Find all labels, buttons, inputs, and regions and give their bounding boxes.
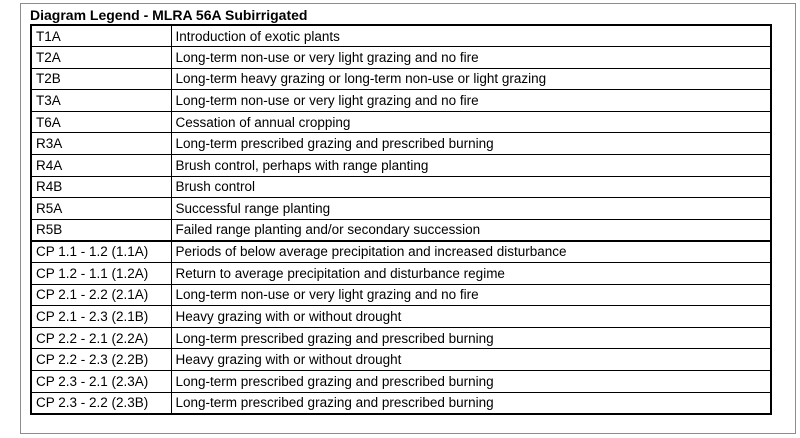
legend-description: Long-term non-use or very light grazing and no fire xyxy=(171,90,771,112)
legend-description: Long-term heavy grazing or long-term non-use or light grazing xyxy=(171,68,771,90)
table-row xyxy=(31,25,771,47)
legend-description: Introduction of exotic plants xyxy=(171,25,771,47)
legend-description: Brush control xyxy=(171,176,771,198)
legend-description: Heavy grazing with or without drought xyxy=(171,306,771,328)
legend-table xyxy=(30,24,772,415)
legend-description: Heavy grazing with or without drought xyxy=(171,349,771,371)
legend-code: CP 2.3 - 2.2 (2.3B) xyxy=(31,392,171,414)
legend-code: CP 1.1 - 1.2 (1.1A) xyxy=(31,241,171,263)
legend-code: CP 1.2 - 1.1 (1.2A) xyxy=(31,263,171,285)
legend-code: R5A xyxy=(31,198,171,220)
legend-description: Long-term non-use or very light grazing and no fire xyxy=(171,47,771,69)
legend-code: T2B xyxy=(31,68,171,90)
legend-description: Successful range planting xyxy=(171,198,771,220)
transitions-group xyxy=(31,25,771,241)
legend-description: Long-term non-use or very light grazing and no fire xyxy=(171,284,771,306)
legend-code: R4B xyxy=(31,176,171,198)
legend-description: Cessation of annual cropping xyxy=(171,111,771,133)
table-row xyxy=(31,284,771,306)
table-row xyxy=(31,68,771,90)
legend-description: Return to average precipitation and disturbance regime xyxy=(171,263,771,285)
table-row xyxy=(31,133,771,155)
table-row xyxy=(31,176,771,198)
legend-code: R3A xyxy=(31,133,171,155)
pathways-group xyxy=(31,241,771,414)
table-row xyxy=(31,371,771,393)
table-row xyxy=(31,111,771,133)
legend-description: Long-term prescribed grazing and prescribed burning xyxy=(171,371,771,393)
legend-description: Long-term prescribed grazing and prescribed burning xyxy=(171,133,771,155)
legend-description: Periods of below average precipitation and increased disturbance xyxy=(171,241,771,263)
legend-description: Brush control, perhaps with range planting xyxy=(171,155,771,177)
table-row xyxy=(31,392,771,414)
legend-code: T2A xyxy=(31,47,171,69)
table-row xyxy=(31,219,771,241)
legend-code: R5B xyxy=(31,219,171,241)
legend-code: CP 2.2 - 2.3 (2.2B) xyxy=(31,349,171,371)
legend-code: T6A xyxy=(31,111,171,133)
table-row xyxy=(31,327,771,349)
legend-code: CP 2.3 - 2.1 (2.3A) xyxy=(31,371,171,393)
table-row xyxy=(31,47,771,69)
legend-description: Long-term prescribed grazing and prescribed burning xyxy=(171,392,771,414)
legend-code: CP 2.1 - 2.3 (2.1B) xyxy=(31,306,171,328)
legend-code: T3A xyxy=(31,90,171,112)
legend-title: Diagram Legend - MLRA 56A Subirrigated xyxy=(30,7,308,23)
table-row xyxy=(31,155,771,177)
table-row xyxy=(31,263,771,285)
table-row xyxy=(31,241,771,263)
legend-description: Failed range planting and/or secondary succession xyxy=(171,219,771,241)
legend-code: CP 2.1 - 2.2 (2.1A) xyxy=(31,284,171,306)
table-row xyxy=(31,90,771,112)
legend-code: R4A xyxy=(31,155,171,177)
table-row xyxy=(31,349,771,371)
legend-description: Long-term prescribed grazing and prescribed burning xyxy=(171,327,771,349)
legend-code: CP 2.2 - 2.1 (2.2A) xyxy=(31,327,171,349)
table-row xyxy=(31,306,771,328)
table-row xyxy=(31,198,771,220)
legend-code: T1A xyxy=(31,25,171,47)
